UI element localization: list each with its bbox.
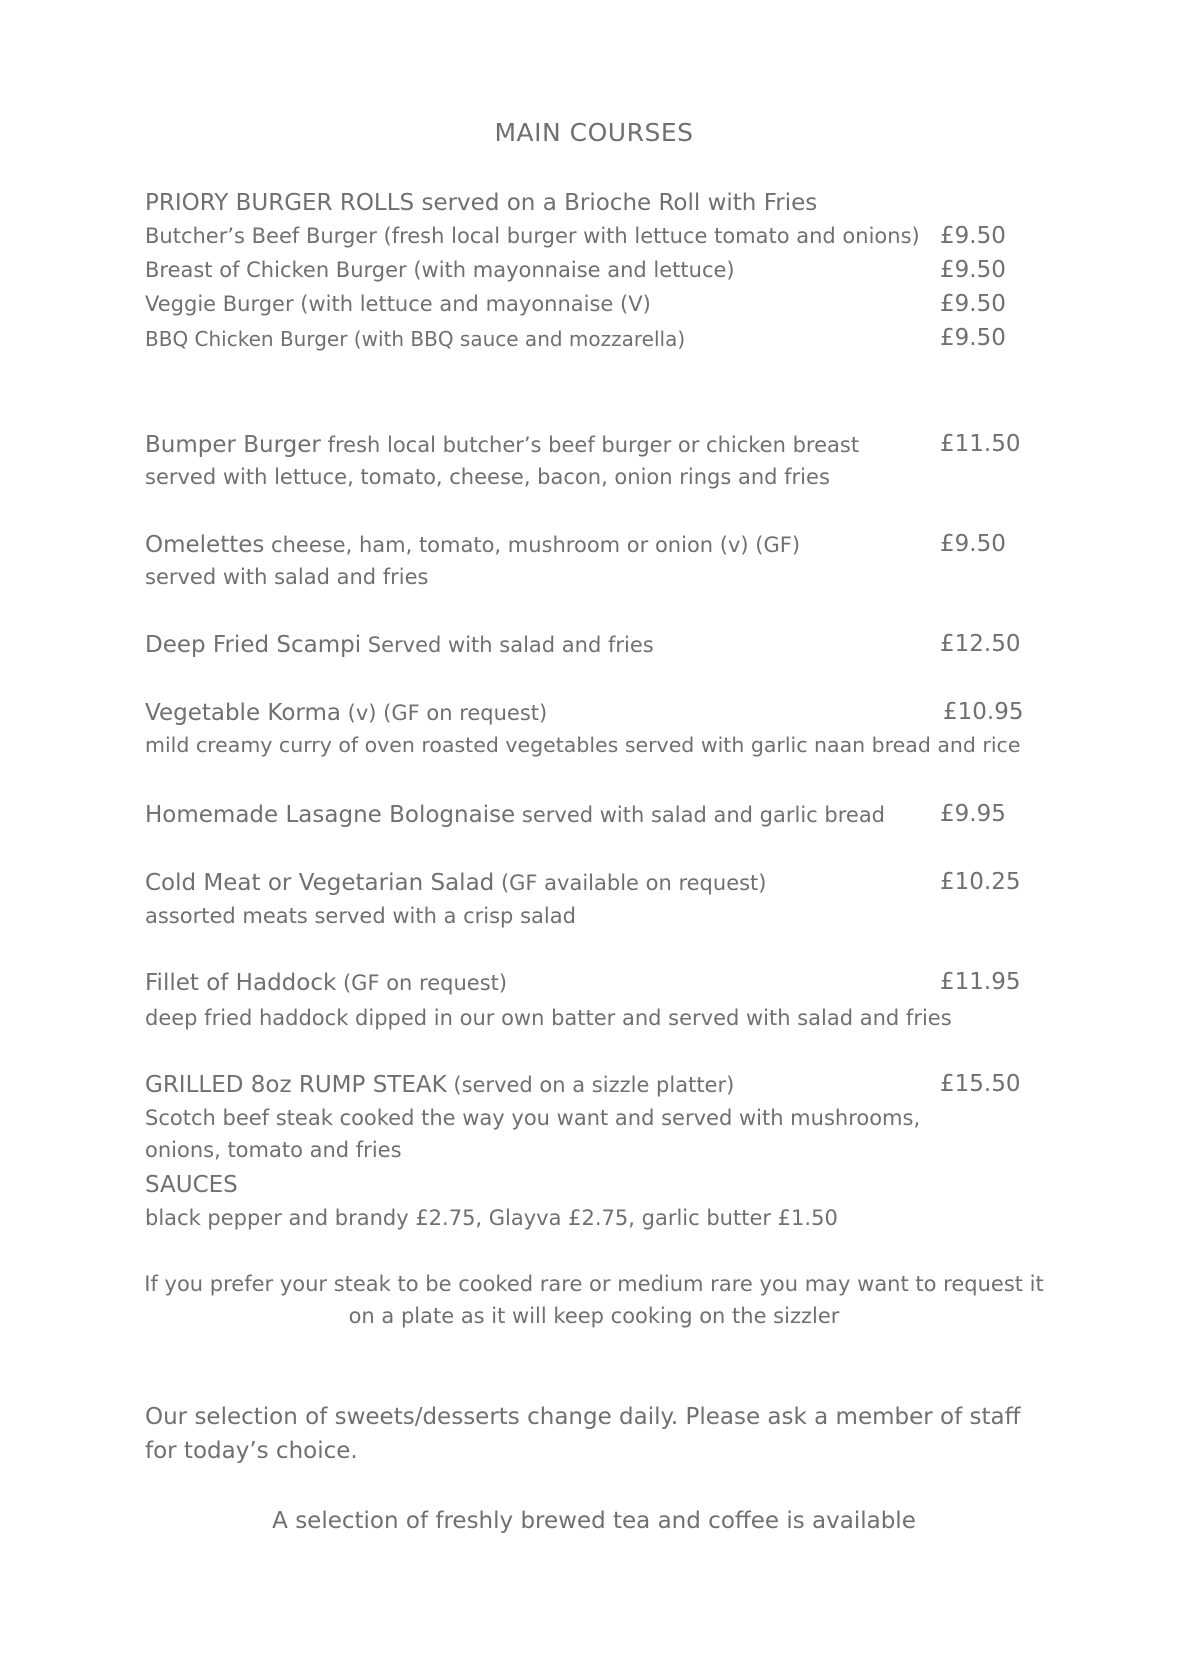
dish-line [145,1072,734,1098]
dish-price: £10.95 [943,699,1024,725]
dish-description: cheese, ham, tomato, mushroom or onion (v) (GF) [264,533,801,557]
dish-description: assorted meats served with a crisp salad [145,904,576,928]
dish-line [145,700,547,726]
burger-item-name: Veggie Burger (with lettuce and mayonnaise (V) [145,292,651,316]
dish-description: mild creamy curry of oven roasted vegetables served with garlic naan bread and rice [145,733,1021,757]
dish-line [145,870,766,896]
dish-description: deep fried haddock dipped in our own batter and served with salad and fries [145,1006,952,1030]
dish-description: Served with salad and fries [361,633,654,657]
dish-price: £9.95 [940,801,1006,827]
dish-price: £12.50 [940,631,1021,657]
dish-price: £11.50 [940,431,1021,457]
dish-line [145,432,859,458]
burger-item-price: £9.50 [940,325,1006,351]
burger-item-name: BBQ Chicken Burger (with BBQ sauce and mozzarella) [145,327,686,351]
dish-price: £10.25 [940,869,1021,895]
burger-item-name: Breast of Chicken Burger (with mayonnaise and lettuce) [145,258,735,282]
dish-description: fresh local butcher’s beef burger or chicken breast [320,433,860,457]
dish-description: (GF on request) [336,971,508,995]
sauces-list: black pepper and brandy £2.75, Glayva £2.75, garlic butter £1.50 [145,1206,838,1230]
dish-line [145,970,507,996]
dish-description: (GF available on request) [494,871,767,895]
burger-item-name: Butcher’s Beef Burger (fresh local burger with lettuce tomato and onions) [145,224,920,248]
desserts-note: Our selection of sweets/desserts change daily. Please ask a member of staff for today’s choice. [145,1404,1021,1464]
page-title: MAIN COURSES [494,118,694,147]
dish-description: (served on a sizzle platter) [446,1073,735,1097]
burger-item-price: £9.50 [940,257,1006,283]
dish-name: Homemade Lasagne Bolognaise [145,802,516,828]
burger-item-price: £9.50 [940,223,1006,249]
dish-description: onions, tomato and fries [145,1138,402,1162]
burger-item-price: £9.50 [940,291,1006,317]
dish-name: Cold Meat or Vegetarian Salad [145,870,495,896]
tea-coffee-note: A selection of freshly brewed tea and coffee is available [272,1508,916,1534]
sauces-heading: SAUCES [145,1172,238,1198]
dish-name: Omelettes [145,532,265,558]
dish-description: served with salad and garlic bread [515,803,886,827]
dish-price: £9.50 [940,531,1006,557]
dish-description: Scotch beef steak cooked the way you want and served with mushrooms, [145,1106,921,1130]
dish-line [145,632,654,658]
dish-name: GRILLED 8oz RUMP STEAK [145,1072,447,1098]
dish-description: served with salad and fries [145,565,429,589]
dish-price: £11.95 [940,969,1021,995]
dish-price: £15.50 [940,1071,1021,1097]
dish-line [145,532,800,558]
dish-description: served with lettuce, tomato, cheese, bacon, onion rings and fries [145,465,830,489]
dish-description: (v) (GF on request) [340,701,548,725]
steak-note-line: on a plate as it will keep cooking on the sizzler [348,1304,840,1328]
dish-name: Fillet of Haddock [145,970,337,996]
dish-name: Deep Fried Scampi [145,632,362,658]
dish-name: Vegetable Korma [145,700,341,726]
dish-name: Bumper Burger [145,432,321,458]
steak-note-line: If you prefer your steak to be cooked rare or medium rare you may want to request it [144,1272,1044,1296]
burger-section-heading: PRIORY BURGER ROLLS served on a Brioche Roll with Fries [145,190,818,216]
dish-line [145,802,885,828]
